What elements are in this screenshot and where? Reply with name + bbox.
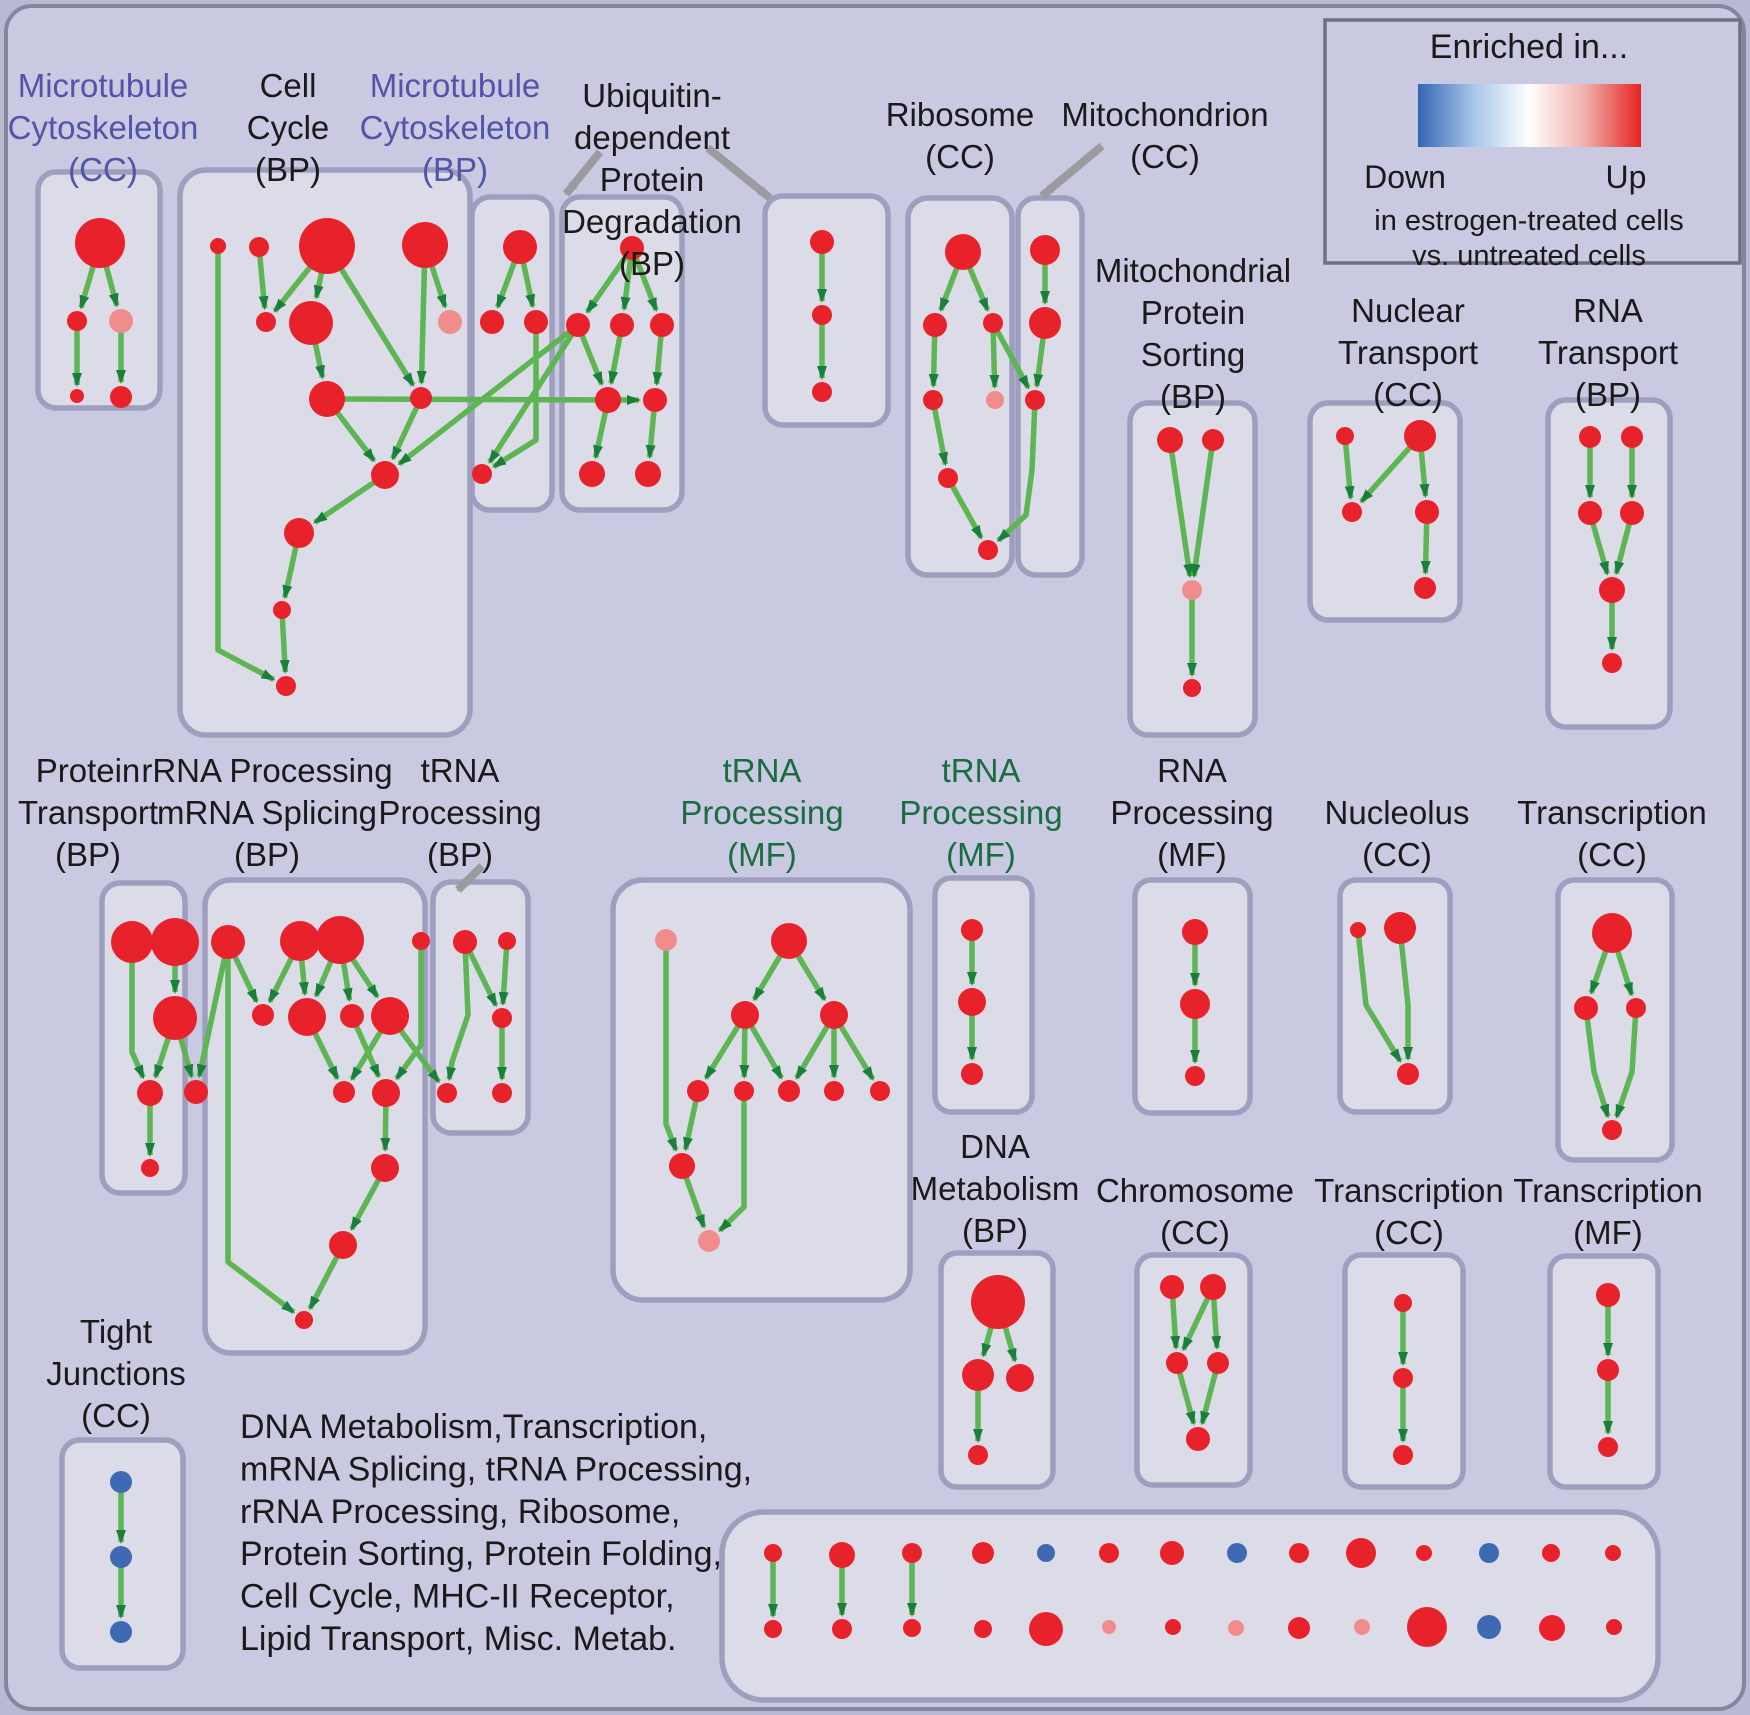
label-trna-processing-bp: tRNA — [420, 752, 500, 789]
label-ubiquitin-dependent-protein-degradation-bp: Protein — [599, 161, 705, 198]
go-term-node-c6 — [289, 301, 333, 345]
label-chromosome-cc: (CC) — [1160, 1214, 1230, 1251]
label-cell-cycle-bp: Cell — [259, 67, 317, 104]
go-term-node-z3b — [903, 1619, 921, 1637]
label-protein-transport-bp: Transport — [18, 794, 158, 831]
go-term-node-t2 — [151, 918, 199, 966]
go-term-node-z10b — [1354, 1619, 1370, 1635]
go-term-node-n5 — [110, 386, 132, 408]
go-term-node-l1 — [971, 1275, 1025, 1329]
go-term-node-m2 — [480, 310, 504, 334]
label-rna-processing-mf: RNA — [1157, 752, 1227, 789]
go-term-node-p3 — [1182, 580, 1202, 600]
go-term-node-p4 — [1183, 679, 1201, 697]
go-term-node-u4 — [650, 313, 674, 337]
label-transcription-mf: (MF) — [1573, 1214, 1643, 1251]
label-mitochondrial-protein-sorting-bp: Protein — [1140, 294, 1246, 331]
legend-subtitle-line: in estrogen-treated cells — [1374, 205, 1684, 237]
go-term-node-z14a — [1605, 1545, 1621, 1561]
go-term-node-q2 — [1404, 420, 1436, 452]
label-mitochondrial-protein-sorting-bp: (BP) — [1160, 378, 1226, 415]
label-dna-metabolism-bp: DNA — [960, 1128, 1030, 1165]
go-term-node-e1 — [329, 1231, 357, 1259]
edge-arrow — [1425, 518, 1426, 573]
go-term-node-c8 — [309, 381, 345, 417]
go-term-node-z5a — [1037, 1544, 1055, 1562]
go-term-node-gb4 — [824, 1081, 844, 1101]
go-term-node-z3a — [902, 1543, 922, 1563]
label-rrna-processing-mrna-splicing-bp: rRNA Processing — [141, 752, 393, 789]
label-trna-processing-mf-1: (MF) — [727, 836, 797, 873]
go-term-node-s3 — [1578, 501, 1602, 525]
go-term-node-d1 — [371, 1154, 399, 1182]
group-box-chromosome — [1137, 1255, 1250, 1485]
label-trna-processing-mf-2: tRNA — [941, 752, 1021, 789]
go-term-node-k4 — [1602, 1120, 1622, 1140]
go-term-node-z2b — [832, 1619, 852, 1639]
go-term-node-tbm — [492, 1008, 512, 1028]
go-term-node-gb3 — [778, 1080, 800, 1102]
label-transcription-cc-upper: (CC) — [1577, 836, 1647, 873]
go-term-node-z14b — [1606, 1619, 1622, 1635]
go-term-node-s2 — [1621, 426, 1643, 448]
go-term-node-z6a — [1099, 1543, 1119, 1563]
go-term-node-s4 — [1620, 501, 1644, 525]
go-term-node-w2 — [1393, 1368, 1413, 1388]
go-term-node-k2 — [1574, 996, 1598, 1020]
go-term-node-z9b — [1288, 1617, 1310, 1639]
label-dna-metabolism-bp: Metabolism — [910, 1170, 1080, 1207]
go-term-node-u5 — [595, 387, 621, 413]
go-term-node-c1 — [210, 238, 226, 254]
go-term-node-c10 — [371, 461, 399, 489]
go-term-node-r4 — [923, 390, 943, 410]
go-term-node-m4 — [472, 464, 492, 484]
go-term-node-z13b — [1539, 1615, 1565, 1641]
go-term-node-t6 — [141, 1159, 159, 1177]
go-term-node-c9 — [410, 387, 432, 409]
go-term-node-mt2 — [1029, 307, 1061, 339]
go-term-node-r7 — [978, 540, 998, 560]
go-term-node-u3 — [610, 313, 634, 337]
edge-arrow — [385, 1100, 386, 1150]
go-term-node-gb2 — [734, 1081, 754, 1101]
go-term-node-z8a — [1227, 1543, 1247, 1563]
label-rna-transport-bp: Transport — [1538, 334, 1678, 371]
go-term-node-x2 — [1597, 1359, 1619, 1381]
label-cell-cycle-bp: Cycle — [246, 109, 330, 146]
label-rrna-processing-mrna-splicing-bp: (BP) — [234, 836, 300, 873]
go-term-node-cc1 — [333, 1081, 355, 1103]
go-term-node-g2 — [731, 1001, 759, 1029]
edge-arrow — [336, 399, 639, 400]
go-term-node-u2 — [566, 313, 590, 337]
go-term-node-a2 — [280, 921, 320, 961]
go-term-node-t3 — [153, 996, 197, 1040]
go-term-node-j1 — [1350, 922, 1366, 938]
label-ribosome-cc: Ribosome — [885, 96, 1035, 133]
label-nuclear-transport-cc: Transport — [1338, 334, 1478, 371]
legend-subtitle-line: vs. untreated cells — [1412, 240, 1646, 272]
label-mitochondrial-protein-sorting-bp: Sorting — [1140, 336, 1246, 373]
go-term-node-z12b — [1477, 1615, 1501, 1639]
go-term-node-j3 — [1397, 1063, 1419, 1085]
go-term-node-i2 — [1180, 989, 1210, 1019]
go-term-node-s1 — [1579, 426, 1601, 448]
go-term-node-z13a — [1542, 1544, 1560, 1562]
go-term-node-t5 — [184, 1080, 208, 1104]
label-dna-metabolism-bp: (BP) — [962, 1212, 1028, 1249]
go-term-node-q4 — [1415, 500, 1439, 524]
label-cell-cycle-bp: (BP) — [255, 151, 321, 188]
label-rna-transport-bp: RNA — [1573, 292, 1643, 329]
go-term-node-tb1 — [437, 1083, 457, 1103]
label-rna-processing-mf: Processing — [1110, 794, 1274, 831]
label-microtubule-cytoskeleton-bp: (BP) — [422, 151, 488, 188]
go-term-node-z1a — [764, 1544, 782, 1562]
label-transcription-cc-lower: Transcription — [1314, 1172, 1504, 1209]
go-term-node-c3 — [299, 218, 355, 274]
label-nucleolus-cc: (CC) — [1362, 836, 1432, 873]
go-term-node-t4 — [137, 1080, 163, 1106]
label-trna-processing-mf-1: Processing — [680, 794, 844, 831]
go-term-node-h2 — [958, 988, 986, 1016]
label-ubiquitin-dependent-protein-degradation-bp: (BP) — [619, 245, 685, 282]
label-trna-processing-mf-2: (MF) — [946, 836, 1016, 873]
go-term-node-r5 — [986, 391, 1004, 409]
go-term-node-gb5 — [870, 1081, 890, 1101]
label-ribosome-cc: (CC) — [925, 138, 995, 175]
go-term-node-b1 — [252, 1004, 274, 1026]
go-term-node-c4 — [402, 222, 448, 268]
go-term-node-a4 — [412, 932, 430, 950]
legend-title: Enriched in... — [1429, 28, 1629, 66]
go-term-node-x3 — [1598, 1437, 1618, 1457]
go-term-node-z12a — [1479, 1543, 1499, 1563]
go-term-node-p1 — [1157, 427, 1183, 453]
go-term-node-y3 — [110, 1621, 132, 1643]
go-term-node-gm1 — [669, 1153, 695, 1179]
go-term-node-l3 — [1006, 1364, 1034, 1392]
go-term-node-b3 — [340, 1004, 364, 1028]
label-ubiquitin-dependent-protein-degradation-bp: Degradation — [562, 203, 742, 240]
label-protein-transport-bp: (BP) — [55, 836, 121, 873]
go-term-node-g0 — [655, 929, 677, 951]
label-microtubule-cytoskeleton-cc: Microtubule — [17, 67, 189, 104]
go-term-node-w1 — [1394, 1294, 1412, 1312]
legend-down-label: Down — [1364, 159, 1446, 195]
annotation-line-2: mRNA Splicing, tRNA Processing, — [240, 1450, 753, 1489]
annotation-line-5: Cell Cycle, MHC-II Receptor, — [240, 1577, 675, 1616]
go-term-node-q1 — [1336, 427, 1354, 445]
go-term-node-z7a — [1160, 1541, 1184, 1565]
label-rrna-processing-mrna-splicing-bp: mRNA Splicing — [156, 794, 378, 831]
go-term-node-q3 — [1342, 502, 1362, 522]
go-term-node-g3 — [820, 1001, 848, 1029]
go-term-node-b4 — [371, 997, 409, 1035]
label-mitochondrion-cc: Mitochondrion — [1061, 96, 1269, 133]
label-mitochondrion-cc: (CC) — [1130, 138, 1200, 175]
go-term-node-o2 — [1200, 1274, 1226, 1300]
go-term-node-u8 — [635, 461, 661, 487]
group-box-misc-metabolism — [722, 1512, 1658, 1700]
go-term-node-cc2 — [372, 1079, 400, 1107]
annotation-line-6: Lipid Transport, Misc. Metab. — [240, 1620, 677, 1658]
go-term-node-a3 — [316, 916, 364, 964]
label-trna-processing-mf-2: Processing — [899, 794, 1063, 831]
edge-arrow — [993, 328, 995, 387]
go-term-node-z2a — [829, 1542, 855, 1568]
go-term-node-q5 — [1414, 577, 1436, 599]
go-term-node-mm1 — [295, 1311, 313, 1329]
go-term-node-r3 — [983, 313, 1003, 333]
go-term-node-gb1 — [687, 1080, 709, 1102]
edge-arrow — [503, 946, 507, 1005]
go-term-node-z7b — [1165, 1619, 1181, 1635]
go-term-node-mt1 — [1030, 235, 1060, 265]
label-trna-processing-mf-1: tRNA — [722, 752, 802, 789]
label-tight-junctions-cc: (CC) — [81, 1397, 151, 1434]
go-term-node-k3 — [1626, 998, 1646, 1018]
label-rna-processing-mf: (MF) — [1157, 836, 1227, 873]
group-box-rna-transport — [1548, 400, 1670, 727]
label-microtubule-cytoskeleton-bp: Microtubule — [369, 67, 541, 104]
go-term-node-w3 — [1393, 1445, 1413, 1465]
go-term-node-z11b — [1407, 1607, 1447, 1647]
go-term-node-o5 — [1186, 1427, 1210, 1451]
label-transcription-mf: Transcription — [1513, 1172, 1703, 1209]
go-term-node-y1 — [110, 1471, 132, 1493]
go-term-node-y2 — [110, 1546, 132, 1568]
label-ubiquitin-dependent-protein-degradation-bp: dependent — [574, 119, 730, 156]
go-term-node-v1 — [810, 230, 834, 254]
label-microtubule-cytoskeleton-cc: Cytoskeleton — [7, 109, 199, 146]
annotation-line-1: DNA Metabolism,Transcription, — [240, 1408, 708, 1446]
go-term-node-h1 — [961, 919, 983, 941]
label-transcription-cc-lower: (CC) — [1374, 1214, 1444, 1251]
label-nucleolus-cc: Nucleolus — [1324, 794, 1470, 831]
legend-up-label: Up — [1605, 159, 1647, 195]
go-term-node-u6 — [643, 388, 667, 412]
go-term-node-c2 — [249, 237, 269, 257]
go-term-node-z8b — [1228, 1620, 1244, 1636]
edge-arrow — [933, 331, 934, 386]
group-box-microtubule-cc — [38, 172, 160, 408]
go-term-node-n1 — [75, 218, 125, 268]
go-term-node-c12 — [273, 601, 291, 619]
go-term-node-r2 — [923, 313, 947, 337]
go-term-node-r1 — [945, 234, 981, 270]
legend-gradient-bar — [1418, 84, 1641, 147]
label-tight-junctions-cc: Junctions — [46, 1355, 186, 1392]
edge-arrow — [744, 1022, 745, 1077]
go-term-node-v2 — [812, 305, 832, 325]
label-chromosome-cc: Chromosome — [1095, 1172, 1295, 1209]
go-term-node-l4 — [968, 1445, 988, 1465]
go-term-node-a1 — [211, 925, 245, 959]
go-term-node-m3 — [524, 310, 548, 334]
go-term-node-gp — [698, 1230, 720, 1252]
label-ubiquitin-dependent-protein-degradation-bp: Ubiquitin- — [582, 77, 722, 114]
go-term-node-z9a — [1289, 1543, 1309, 1563]
label-tight-junctions-cc: Tight — [79, 1313, 153, 1350]
label-microtubule-cytoskeleton-bp: Cytoskeleton — [359, 109, 551, 146]
go-term-node-p2 — [1202, 429, 1224, 451]
edge-arrow — [1172, 1293, 1176, 1348]
go-term-node-s5 — [1599, 577, 1625, 603]
edge-arrow — [421, 257, 424, 384]
go-term-node-h3 — [961, 1063, 983, 1085]
label-mitochondrial-protein-sorting-bp: Mitochondrial — [1094, 252, 1292, 289]
label-microtubule-cytoskeleton-cc: (CC) — [68, 151, 138, 188]
go-term-node-c5 — [256, 312, 276, 332]
go-term-node-i1 — [1182, 919, 1208, 945]
go-term-node-o4 — [1207, 1352, 1229, 1374]
edge-arrow — [282, 615, 285, 673]
go-term-node-n2 — [67, 311, 87, 331]
go-term-node-tbt1 — [453, 930, 477, 954]
go-term-node-r6 — [938, 468, 958, 488]
go-term-node-b2 — [288, 998, 326, 1036]
go-term-node-l2 — [962, 1359, 994, 1391]
label-nuclear-transport-cc: (CC) — [1373, 376, 1443, 413]
go-term-node-m1 — [503, 230, 537, 264]
go-term-node-c13 — [276, 676, 296, 696]
go-term-node-z11a — [1416, 1545, 1432, 1561]
go-term-node-tb2 — [492, 1083, 512, 1103]
label-rna-transport-bp: (BP) — [1575, 376, 1641, 413]
go-term-node-n4 — [70, 389, 84, 403]
go-term-node-z10a — [1346, 1538, 1376, 1568]
go-term-node-z6b — [1102, 1620, 1116, 1634]
go-term-node-z4b — [974, 1620, 992, 1638]
go-term-node-g1 — [771, 923, 807, 959]
annotation-line-3: rRNA Processing, Ribosome, — [240, 1492, 681, 1531]
go-term-node-i3 — [1185, 1066, 1205, 1086]
go-term-node-z4a — [972, 1542, 994, 1564]
go-term-node-n3 — [109, 309, 133, 333]
go-term-node-k1 — [1592, 913, 1632, 953]
go-term-node-z5b — [1029, 1612, 1063, 1646]
label-nuclear-transport-cc: Nuclear — [1351, 292, 1465, 329]
go-term-node-s6 — [1602, 653, 1622, 673]
go-term-node-c11 — [284, 518, 314, 548]
label-trna-processing-bp: Processing — [378, 794, 542, 831]
go-term-node-v3 — [812, 382, 832, 402]
label-transcription-cc-upper: Transcription — [1517, 794, 1707, 831]
go-term-node-o3 — [1166, 1352, 1188, 1374]
go-term-node-c7 — [438, 310, 462, 334]
go-term-node-t1 — [111, 921, 153, 963]
edge-arrow — [1213, 1294, 1217, 1349]
go-term-node-z1b — [764, 1620, 782, 1638]
go-term-node-o1 — [1160, 1275, 1184, 1299]
go-term-node-mx — [1025, 390, 1045, 410]
label-protein-transport-bp: Protein — [35, 752, 141, 789]
label-trna-processing-bp: (BP) — [427, 836, 493, 873]
go-term-node-x1 — [1596, 1283, 1620, 1307]
go-term-node-j2 — [1384, 912, 1416, 944]
go-term-node-tbt2 — [498, 932, 516, 950]
go-term-node-u7 — [579, 461, 605, 487]
annotation-line-4: Protein Sorting, Protein Folding, — [240, 1535, 722, 1574]
